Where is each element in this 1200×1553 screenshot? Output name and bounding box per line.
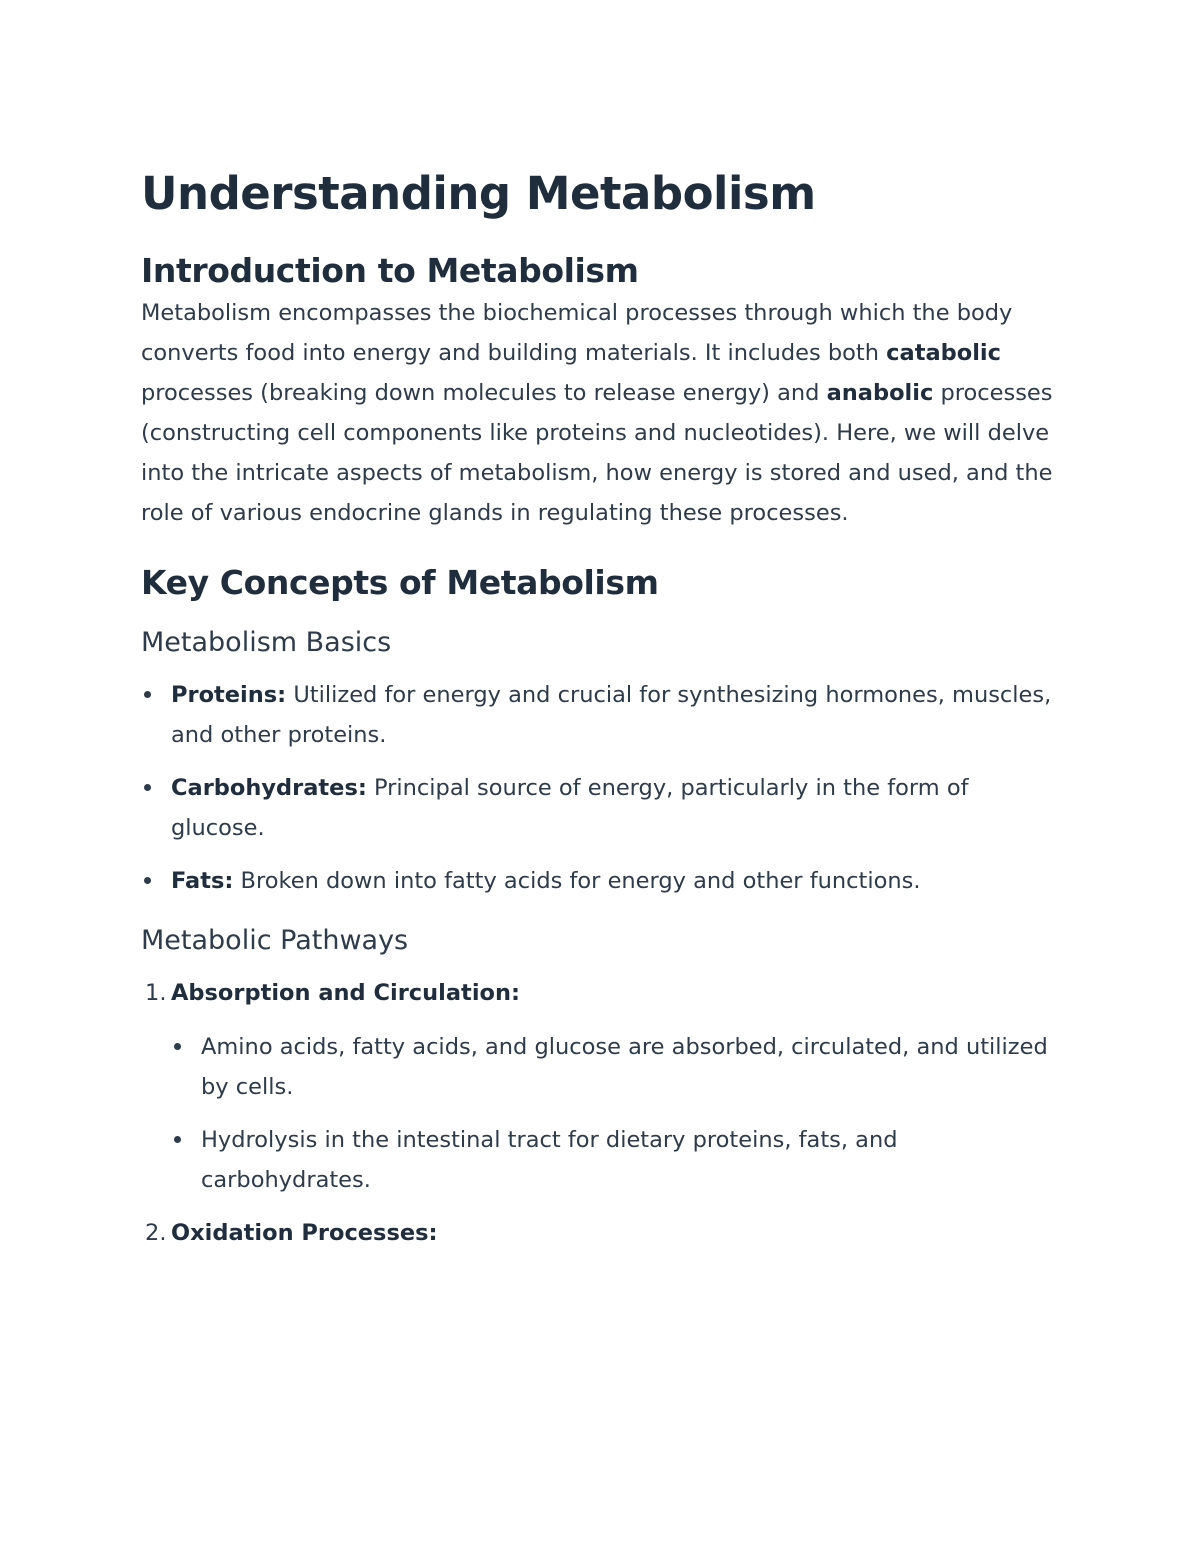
step-item xyxy=(141,1213,1061,1253)
step-number: 2. xyxy=(145,1220,167,1246)
page-title: Understanding Metabolism xyxy=(141,167,816,220)
intro-paragraph xyxy=(141,293,1061,533)
sub-list-item xyxy=(171,1027,1061,1107)
bullet-icon xyxy=(144,877,151,884)
step-item xyxy=(141,973,1061,1200)
intro-heading: Introduction to Metabolism xyxy=(141,251,639,290)
metabolism-basics-heading: Metabolism Basics xyxy=(141,627,392,658)
document-page xyxy=(141,165,1061,1253)
list-item-term: Carbohydrates: xyxy=(171,775,367,801)
metabolic-pathways-heading: Metabolic Pathways xyxy=(141,925,409,956)
list-item-text: Utilized for energy and crucial for synthesizing hormones, muscles, and other proteins. xyxy=(171,682,1052,748)
step-number: 1. xyxy=(145,980,167,1006)
intro-text-3: processes (constructing cell components like proteins and nucleotides). Here, we will delve into the intricate aspects of metabolism, how energy is stored and used, and the role of various endocrine glands in regulating these processes. xyxy=(141,380,1053,526)
bullet-icon xyxy=(144,784,151,791)
list-item-text: Broken down into fatty acids for energy and other functions. xyxy=(233,868,921,894)
step-title: Oxidation Processes: xyxy=(171,1220,438,1246)
key-concepts-heading: Key Concepts of Metabolism xyxy=(141,563,659,602)
list-item xyxy=(141,768,1061,848)
sub-list-item xyxy=(171,1120,1061,1200)
list-item-term: Fats: xyxy=(171,868,234,894)
sub-list-item-text: Hydrolysis in the intestinal tract for dietary proteins, fats, and carbohydrates. xyxy=(201,1127,898,1193)
list-item-term: Proteins: xyxy=(171,682,287,708)
step-title: Absorption and Circulation: xyxy=(171,980,521,1006)
bullet-icon xyxy=(174,1043,181,1050)
anabolic-term: anabolic xyxy=(826,380,934,406)
list-item xyxy=(141,861,1061,901)
list-item xyxy=(141,675,1061,755)
intro-text-1: Metabolism encompasses the biochemical processes through which the body converts food into energy and building materials. It includes both xyxy=(141,300,1013,366)
catabolic-term: catabolic xyxy=(886,340,1001,366)
intro-text-2: processes (breaking down molecules to release energy) and xyxy=(141,380,827,406)
bullet-icon xyxy=(174,1136,181,1143)
bullet-icon xyxy=(144,691,151,698)
list-item-text: Principal source of energy, particularly in the form of glucose. xyxy=(171,775,969,841)
sub-list-item-text: Amino acids, fatty acids, and glucose are absorbed, circulated, and utilized by cells. xyxy=(201,1034,1048,1100)
pathways-list xyxy=(141,973,1061,1253)
basics-list xyxy=(141,675,1061,901)
sub-list xyxy=(171,1027,1061,1200)
